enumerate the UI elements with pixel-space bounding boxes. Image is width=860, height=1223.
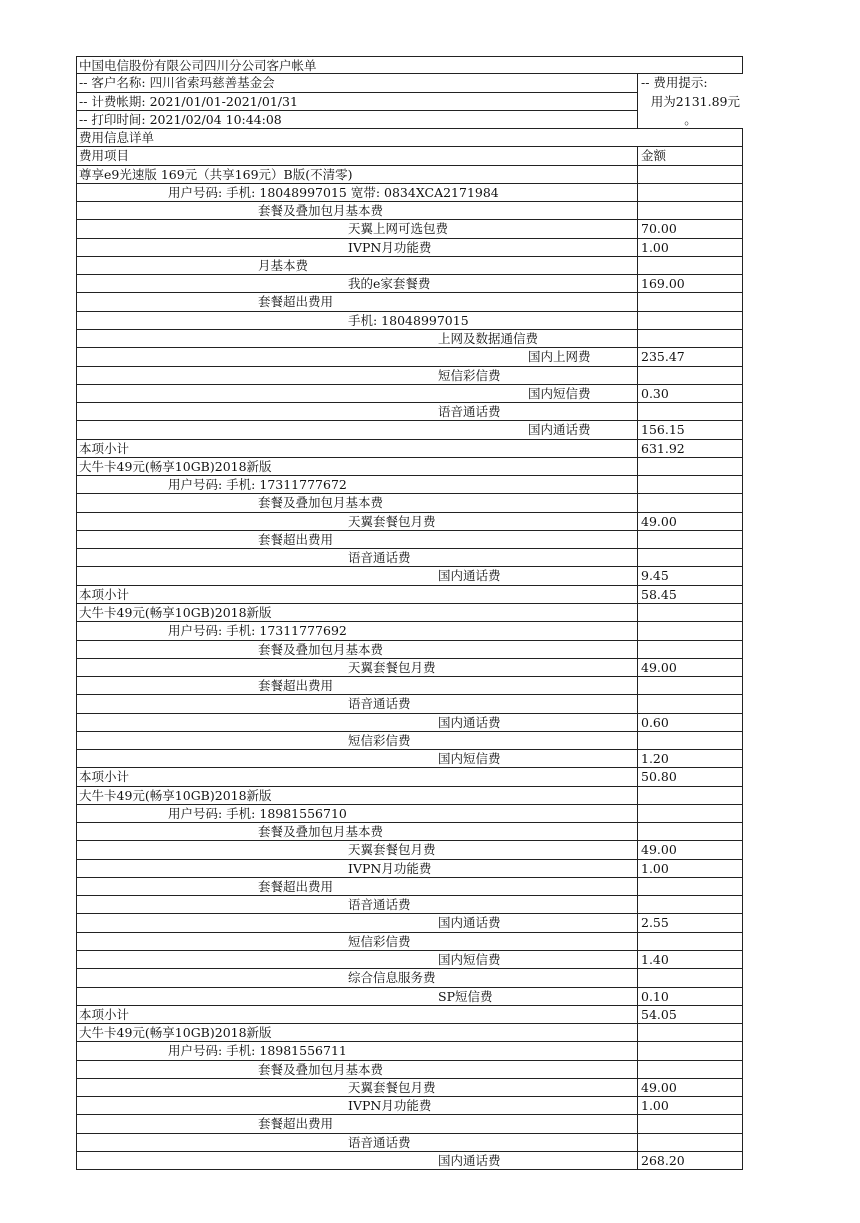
fee-amount [637,896,743,913]
fee-amount [637,257,743,274]
fee-row [76,1061,743,1079]
fee-row [76,220,743,238]
fee-row [76,641,743,659]
fee-row [76,202,743,220]
fee-row [76,458,743,476]
fee-item-label: 国内上网费 [528,349,591,365]
fee-row [76,604,743,622]
fee-row [76,586,743,604]
fee-row [76,988,743,1006]
fee-item-label: 套餐及叠加包月基本费 [258,1061,384,1077]
fee-amount [637,476,743,493]
fee-amount [637,367,743,384]
fee-item-label: 天翼套餐包月费 [348,513,436,529]
fee-row [76,695,743,713]
fee-item-label: 国内通话费 [438,714,501,730]
fee-amount: 50.80 [637,768,743,785]
fee-item-label: 大牛卡49元(畅享10GB)2018新版 [79,458,272,474]
fee-item-label: 用户号码: 手机: 17311777692 [168,623,347,639]
fee-amount: 49.00 [637,841,743,858]
fee-item-label: 国内通话费 [438,915,501,931]
fee-amount [637,458,743,475]
fee-amount [637,969,743,986]
fee-item-label: 国内通话费 [528,422,591,438]
bill-title-row [76,56,743,74]
fee-amount: 169.00 [637,275,743,292]
fee-amount [637,878,743,895]
fee-item-label: 月基本费 [258,257,309,273]
fee-item-label: 国内短信费 [438,952,501,968]
fee-amount: 9.45 [637,567,743,584]
fee-item-label: 本项小计 [79,769,130,785]
fee-row [76,476,743,494]
fee-item-label: 上网及数据通信费 [438,330,539,346]
fee-row [76,841,743,859]
fee-row [76,184,743,202]
fee-row [76,257,743,275]
fee-amount [637,494,743,511]
fee-row [76,513,743,531]
fee-row [76,531,743,549]
fee-item-label: 本项小计 [79,1006,130,1022]
fee-amount: 1.00 [637,1097,743,1114]
fee-item-label: 语音通话费 [348,696,411,712]
fee-amount: 156.15 [637,421,743,438]
fee-item-label: 用户号码: 手机: 18981556710 [168,805,347,821]
fee-amount [637,184,743,201]
fee-item-label: 我的e家套餐费 [348,276,431,292]
fee-item-label: 尊享e9光速版 169元（共享169元）B版(不清零) [79,166,353,182]
fee-hint-box [637,74,743,129]
fee-item-label: 天翼上网可选包费 [348,221,449,237]
fee-row [76,951,743,969]
fee-detail-list [76,166,743,1171]
fee-item-label: 国内通话费 [438,568,501,584]
fee-row [76,750,743,768]
fee-item-label: 套餐及叠加包月基本费 [258,824,384,840]
fee-amount [637,641,743,658]
fee-row [76,293,743,311]
fee-amount [637,622,743,639]
fee-item-label: 天翼套餐包月费 [348,1079,436,1095]
fee-amount: 1.20 [637,750,743,767]
fee-amount: 70.00 [637,220,743,237]
column-header-amount: 金额 [637,147,743,164]
fee-amount [637,805,743,822]
fee-row [76,768,743,786]
fee-amount [637,787,743,804]
fee-amount [637,293,743,310]
fee-item-label: 套餐及叠加包月基本费 [258,203,384,219]
section-title: 费用信息详单 [79,130,155,146]
fee-item-label: IVPN月功能费 [348,239,432,255]
fee-amount: 1.00 [637,860,743,877]
fee-item-label: 短信彩信费 [348,732,411,748]
fee-amount [637,695,743,712]
fee-item-label: 手机: 18048997015 [348,312,469,328]
fee-row [76,1024,743,1042]
fee-amount [637,1042,743,1059]
fee-item-label: 语音通话费 [438,404,501,420]
fee-row [76,385,743,403]
fee-item-label: 套餐超出费用 [258,1116,334,1132]
fee-item-label: 用户号码: 手机: 17311777672 [168,477,347,493]
fee-amount [637,677,743,694]
fee-amount: 0.30 [637,385,743,402]
fee-row [76,896,743,914]
fee-amount [637,549,743,566]
fee-item-label: 套餐超出费用 [258,678,334,694]
fee-row [76,239,743,257]
fee-item-label: 语音通话费 [348,1134,411,1150]
fee-amount: 49.00 [637,1079,743,1096]
fee-amount [637,1024,743,1041]
fee-item-label: 本项小计 [79,440,130,456]
fee-amount: 2.55 [637,914,743,931]
fee-row [76,933,743,951]
fee-item-label: 短信彩信费 [438,367,501,383]
fee-amount [637,1061,743,1078]
fee-row [76,823,743,841]
fee-row [76,348,743,366]
fee-item-label: 国内短信费 [438,751,501,767]
fee-item-label: IVPN月功能费 [348,860,432,876]
fee-item-label: 套餐超出费用 [258,531,334,547]
fee-row [76,787,743,805]
fee-hint-text: 用为2131.89元 [650,94,740,110]
fee-row [76,440,743,458]
fee-item-label: 套餐超出费用 [258,294,334,310]
fee-item-label: IVPN月功能费 [348,1098,432,1114]
fee-amount [637,202,743,219]
fee-row [76,330,743,348]
fee-row [76,312,743,330]
fee-item-label: 用户号码: 手机: 18981556711 [168,1043,347,1059]
fee-item-label: 套餐及叠加包月基本费 [258,495,384,511]
fee-amount: 49.00 [637,513,743,530]
fee-row [76,1115,743,1133]
fee-row [76,659,743,677]
fee-item-label: 套餐及叠加包月基本费 [258,641,384,657]
fee-row [76,860,743,878]
fee-item-label: 大牛卡49元(畅享10GB)2018新版 [79,604,272,620]
fee-row [76,421,743,439]
fee-item-label: 用户号码: 手机: 18048997015 宽带: 0834XCA2171984 [168,184,499,200]
fee-item-label: 天翼套餐包月费 [348,842,436,858]
fee-row [76,1006,743,1024]
fee-item-label: 国内短信费 [528,385,591,401]
fee-amount: 268.20 [637,1152,743,1169]
fee-amount: 54.05 [637,1006,743,1023]
fee-item-label: 套餐超出费用 [258,878,334,894]
bill-title: 中国电信股份有限公司四川分公司客户帐单 [79,58,317,73]
fee-row [76,567,743,585]
fee-amount: 49.00 [637,659,743,676]
fee-row [76,732,743,750]
bill-sheet [76,56,743,1170]
fee-item-label: 大牛卡49元(畅享10GB)2018新版 [79,1025,272,1041]
fee-amount [637,330,743,347]
fee-row [76,1152,743,1170]
fee-amount [637,531,743,548]
fee-amount [637,403,743,420]
fee-amount: 58.45 [637,586,743,603]
fee-item-label: 语音通话费 [348,550,411,566]
fee-row [76,549,743,567]
fee-row [76,275,743,293]
fee-amount: 235.47 [637,348,743,365]
fee-row [76,367,743,385]
fee-amount: 1.00 [637,239,743,256]
fee-row [76,403,743,421]
fee-row [76,805,743,823]
fee-hint-label: -- 费用提示: [641,75,708,91]
fee-amount: 631.92 [637,440,743,457]
fee-row [76,878,743,896]
fee-item-label: SP短信费 [438,988,493,1004]
customer-name: -- 客户名称: 四川省索玛慈善基金会 [79,75,275,91]
column-header-item: 费用项目 [79,148,130,164]
fee-amount [637,732,743,749]
fee-row [76,166,743,184]
fee-row [76,1097,743,1115]
fee-item-label: 天翼套餐包月费 [348,659,436,675]
fee-hint-tail: 。 [684,112,697,128]
fee-item-label: 大牛卡49元(畅享10GB)2018新版 [79,787,272,803]
fee-row [76,1042,743,1060]
fee-amount: 1.40 [637,951,743,968]
print-time: -- 打印时间: 2021/02/04 10:44:08 [79,111,282,127]
billing-period: -- 计费帐期: 2021/01/01-2021/01/31 [79,93,298,109]
fee-amount [637,166,743,183]
fee-amount [637,933,743,950]
fee-item-label: 综合信息服务费 [348,970,436,986]
fee-row [76,914,743,932]
fee-amount [637,1134,743,1151]
fee-row [76,969,743,987]
fee-item-label: 语音通话费 [348,897,411,913]
fee-row [76,622,743,640]
fee-item-label: 短信彩信费 [348,933,411,949]
fee-row [76,494,743,512]
fee-row [76,677,743,695]
fee-amount: 0.60 [637,714,743,731]
fee-amount [637,312,743,329]
section-title-row [76,129,743,147]
fee-amount: 0.10 [637,988,743,1005]
fee-row [76,1079,743,1097]
fee-amount [637,604,743,621]
fee-amount [637,1115,743,1132]
fee-row [76,1134,743,1152]
column-header-row [76,147,743,165]
fee-item-label: 国内通话费 [438,1152,501,1168]
fee-row [76,714,743,732]
fee-item-label: 本项小计 [79,586,130,602]
fee-amount [637,823,743,840]
